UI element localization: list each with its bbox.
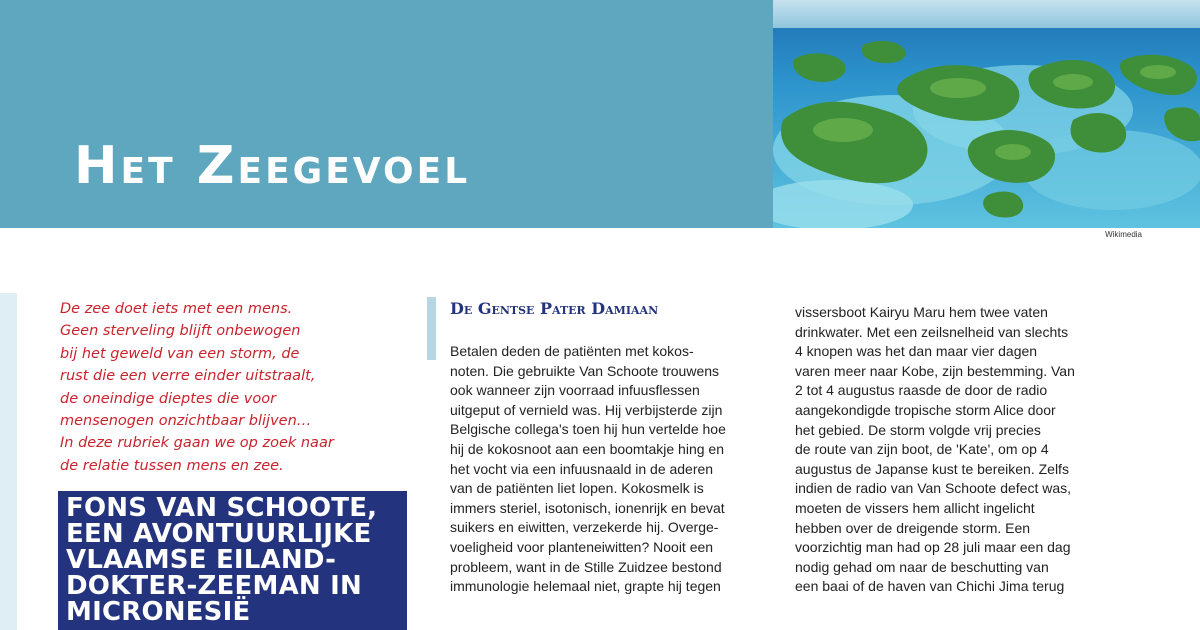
body-line: varen meer naar Kobe, zijn bestemming. Van <box>795 362 1075 379</box>
body-line: moeten de vissers hem allicht ingelicht <box>795 499 1035 516</box>
body-line: drinkwater. Met een zeilsnelheid van slechts <box>795 323 1069 340</box>
body-line: vissersboot Kairyu Maru hem twee vaten <box>795 304 1048 320</box>
body-line: Betalen deden de patiënten met kokos- <box>450 343 694 359</box>
intro-line: In deze rubriek gaan we op zoek naar <box>60 435 334 452</box>
intro-line: de oneindige dieptes die voor <box>60 390 277 407</box>
body-line: de route van zijn boot, de 'Kate', om op 4 <box>795 441 1049 458</box>
headline-line: DOKTER-ZEEMAN IN <box>66 571 362 601</box>
body-line: suikers en eiwitten, verzekerde hij. Overge- <box>450 519 719 536</box>
headline-line: EEN AVONTUURLIJKE <box>66 519 372 549</box>
intro-text <box>60 298 400 477</box>
aerial-islands-graphic <box>773 0 1200 228</box>
headline-line: MICRONESIË <box>66 597 251 627</box>
intro-line: De zee doet iets met een mens. <box>60 301 293 317</box>
side-decoration-bar <box>0 293 17 630</box>
intro-line: de relatie tussen mens en zee. <box>60 457 284 474</box>
body-line: immers steriel, isotonisch, ionenrijk en bevat <box>450 499 725 516</box>
headline-line: VLAAMSE EILAND- <box>66 545 337 575</box>
intro-line: Geen sterveling blijft onbewogen <box>60 323 301 340</box>
body-line: voorzichtig man had op 28 juli maar een dag <box>795 539 1071 556</box>
body-line: 2 tot 4 augustus raasde de door de radio <box>795 382 1048 399</box>
body-column-3 <box>795 303 1145 597</box>
page-title: Het Zeegevoel <box>74 136 471 196</box>
body-line: nodig gehad om naar de beschutting van <box>795 558 1049 575</box>
aerial-islands-photo <box>773 0 1200 228</box>
body-line: Belgische collega's toen hij hun vertelde hoe <box>450 421 726 438</box>
body-line: een baai of de haven van Chichi Jima terug <box>795 578 1065 595</box>
body-line: probleem, want in de Stille Zuidzee bestond <box>450 558 722 575</box>
intro-line: bij het geweld van een storm, de <box>60 345 300 362</box>
body-line: augustus de Japanse kust te bereiken. Zelfs <box>795 460 1069 477</box>
headline-line: FONS VAN SCHOOTE, <box>66 493 378 523</box>
body-line: hij de kokosnoot aan een boomtakje hing en <box>450 440 724 457</box>
body-line: aangekondigde tropische storm Alice door <box>795 401 1056 418</box>
photo-credit: Wikimedia <box>1105 230 1142 239</box>
article-headline <box>58 491 407 625</box>
section-accent-bar <box>427 297 436 360</box>
body-line: het gebied. De storm volgde vrij precies <box>795 421 1041 438</box>
body-line: van de patiënten liet lopen. Kokosmelk is <box>450 480 704 497</box>
article-headline-box <box>58 491 407 630</box>
intro-line: mensenogen onzichtbaar blijven… <box>60 413 312 430</box>
body-line: uitgeput of vernield was. Hij verbijsterde zijn <box>450 401 723 418</box>
body-line: voeligheid voor planteneiwitten? Nooit een <box>450 538 714 555</box>
body-line: immunologie helemaal niet, grapte hij tegen <box>450 578 721 595</box>
body-line: ook wanneer zijn voorraad infuusflessen <box>450 382 700 399</box>
header-banner <box>0 0 773 228</box>
body-line: het vocht via een infuusnaald in de aderen <box>450 460 714 477</box>
body-line: indien de radio van Van Schoote defect was, <box>795 480 1072 497</box>
section-subhead: De Gentse Pater Damiaan <box>450 299 659 318</box>
body-column-2 <box>450 342 800 597</box>
body-line: 4 knopen was het dan maar vier dagen <box>795 343 1038 360</box>
body-line: noten. Die gebruikte Van Schoote trouwens <box>450 362 720 379</box>
body-line: hebben over de dreigende storm. Een <box>795 519 1031 536</box>
intro-line: rust die een verre einder uitstraalt, <box>60 368 316 385</box>
